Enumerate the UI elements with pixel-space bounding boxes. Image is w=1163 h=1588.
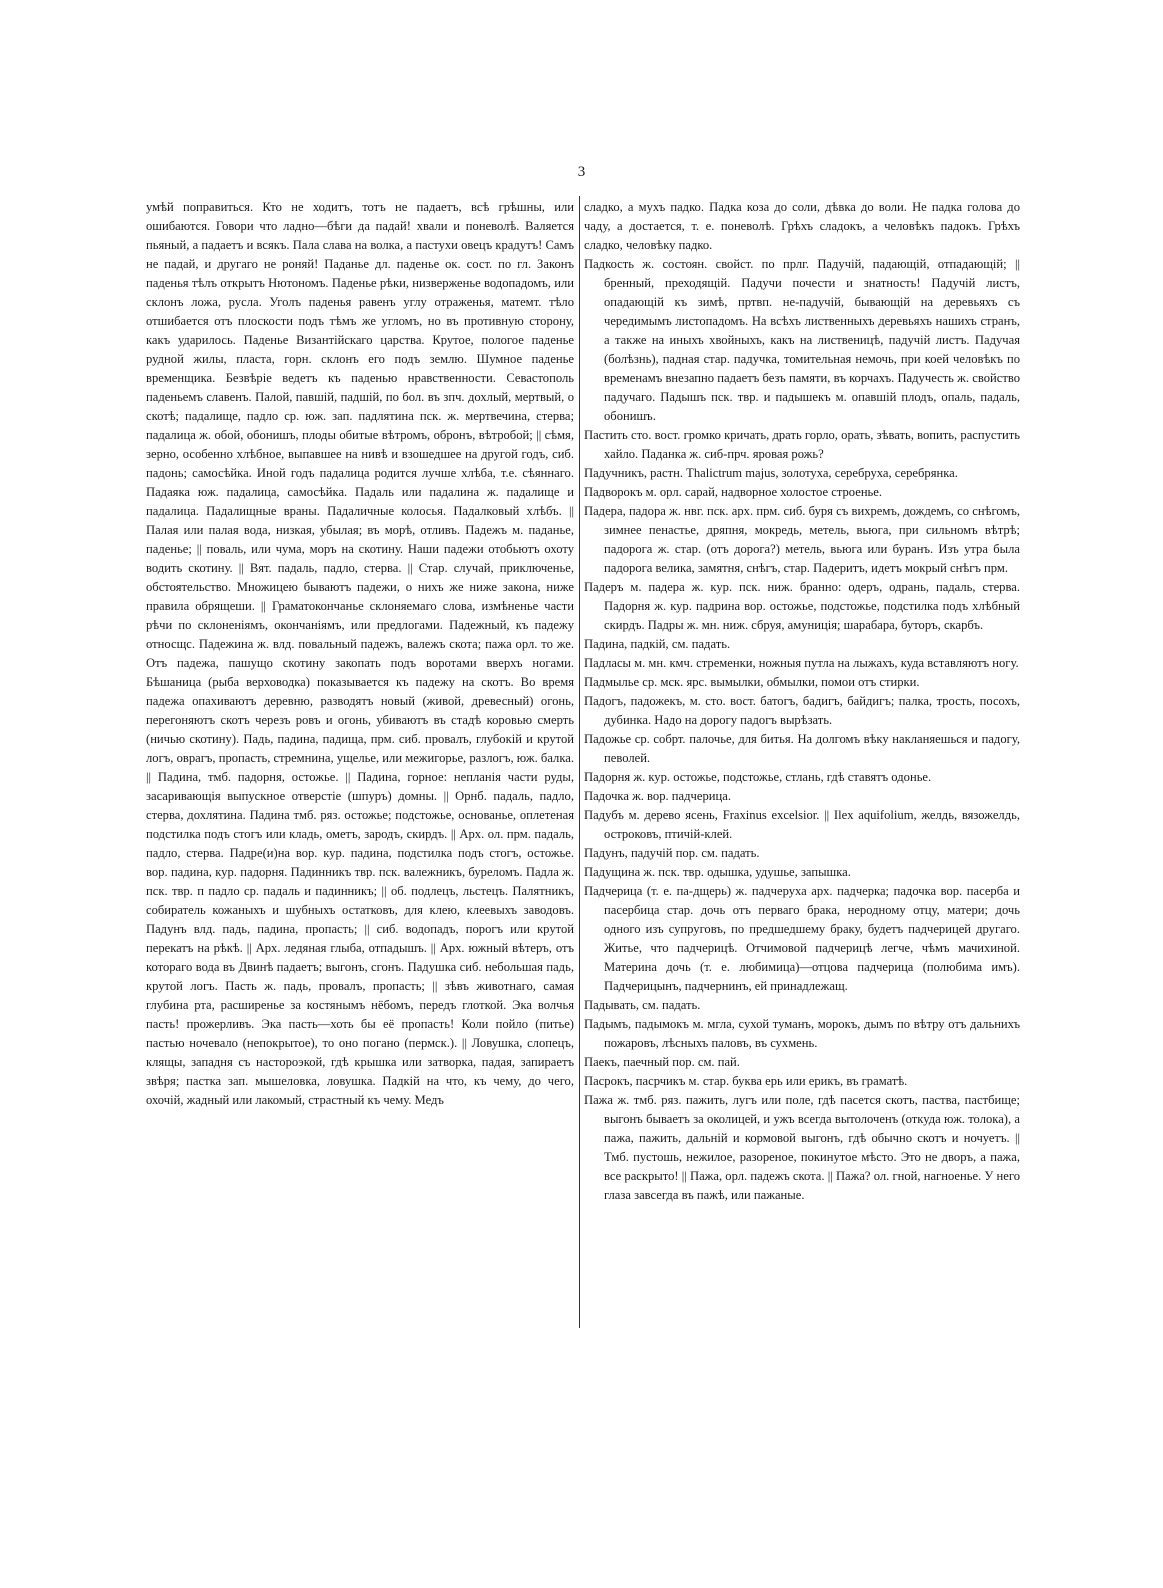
dictionary-entry: Пасрокъ, пасрчикъ м. стар. буква ерь или ерикъ, въ граматѣ. bbox=[584, 1074, 908, 1088]
dictionary-entry: Падочка ж. вор. падчерица. bbox=[584, 789, 731, 803]
column-divider bbox=[579, 196, 580, 1328]
dictionary-entry: сладко, а мухъ падко. Падка коза до соли, дѣвка до воли. Не падка голова до чаду, а достается, т. е. поневолѣ. Грѣхъ сладокъ, а человѣкъ падокъ. Грѣхъ сладко, человѣку падко. bbox=[584, 200, 1020, 252]
page-number: 3 bbox=[577, 164, 586, 180]
dictionary-entry: Пастить сто. вост. громко кричать, драть горло, орать, зѣвать, вопить, распустить хайло. Паданка ж. сиб-прч. яровая рожь? bbox=[584, 428, 1020, 461]
dictionary-entry: Падкость ж. состоян. свойст. по прлг. Падучій, падающій, отпадающій; || бренный, преходящій. Падучи почести и знатность! Падучій листъ, опадающій къ зимѣ, пртвп. не-падучій, бывающій на деревьяхъ съ чередимымъ листопадомъ. На всѣхъ лиственныхъ деревьяхъ нашихъ странъ, а также на иныхъ хвойныхъ, какъ на лиственицѣ, падучій листъ. Падучая (болѣзнь), падная стар. падучка, томительная немочь, при коей человѣкъ по временамъ внезапно падаетъ безъ памяти, въ корчахъ. Падучесть ж. свойство падучаго. Падышъ пск. твр. и падышекъ м. опавшій плодъ, опаль, падаль, обонишъ. bbox=[584, 257, 1020, 423]
dictionary-entry: Падеръ м. падера ж. кур. пск. ниж. бранно: одеръ, одрань, падаль, стерва. Падорня ж. кур. падрина вор. остожье, подстожье, подстилка подъ хлѣбный скирдъ. Падры ж. мн. ниж. сбруя, амуниція; шарабара, буторъ, скарбъ. bbox=[584, 580, 1020, 632]
dictionary-entry: Падунъ, падучій пор. см. падать. bbox=[584, 846, 760, 860]
dictionary-entry: Падывать, см. падать. bbox=[584, 998, 701, 1012]
dictionary-entry: Падогъ, падожекъ, м. сто. вост. батогъ, бадигъ, байдигъ; палка, трость, посохъ, дубинка. Надо на дорогу падогъ вырѣзать. bbox=[584, 694, 1020, 727]
dictionary-entry: Падымъ, падымокъ м. мгла, сухой туманъ, морокъ, дымъ по вѣтру отъ дальнихъ пожаровъ, лѣсныхъ паловъ, въ сухмень. bbox=[584, 1017, 1020, 1050]
right-column bbox=[584, 198, 1020, 1205]
dictionary-entry: Падворокъ м. орл. сарай, надворное холостое строенье. bbox=[584, 485, 883, 499]
dictionary-entry: Падина, падкій, см. падать. bbox=[584, 637, 731, 651]
dictionary-entry: Падубъ м. дерево ясень, Fraxinus excelsior. || Ilex aquifolium, желдь, вязожелдь, остроковъ, птичій-клей. bbox=[584, 808, 1020, 841]
dictionary-entry: Падчерица (т. е. па-дщерь) ж. падчеруха арх. падчерка; падочка вор. пасерба и пасербица стар. дочь отъ перваго брака, неродному отцу, матери; дочь одного изъ супруговъ, по предшедшему браку, будетъ падчерицей другаго. Житье, что падчерицѣ. Отчимовой падчерицѣ легче, чѣмъ мачихиной. Материна дочь (т. е. любимица)—отцова падчерица (полюбима имъ). Падчерицынъ, падчернинъ, ей принадлежащ. bbox=[584, 884, 1020, 993]
dictionary-entry: Падласы м. мн. кмч. стременки, ножныя путла на лыжахъ, куда вставляютъ ногу. bbox=[584, 656, 1019, 670]
dictionary-entry: Падущина ж. пск. твр. одышка, удушье, запышка. bbox=[584, 865, 851, 879]
dictionary-entry: умѣй поправиться. Кто не ходитъ, тотъ не падаетъ, всѣ грѣшны, или ошибаются. Говори что ладно—бѣги да падай! хвали и поневолѣ. Валяется пьяный, а падаетъ и всякъ. Пала слава на волка, а пастухи овецъ крадутъ! Самъ не падай, и другаго не роняй! Паданье дл. паденье ок. сост. по гл. Законъ паденья тѣлъ открытъ Нютономъ. Паденье рѣки, низверженье водопадомъ, или склонъ ложа, русла. Уголъ паденья равенъ углу отраженья, матемт. тѣло отшибается отъ плоскости подъ тѣмъ же угломъ, но въ противную сторону, какъ ударилось. Паденье Византійскаго царства. Крутое, пологое паденье рудной жилы, пласта, горн. склонъ его подъ землю. Шумное паденье временщика. Безвѣріе ведетъ къ паденью нравственности. Севастополь паденьемъ славенъ. Палой, павшій, падшій, по бол. въ зпч. дохлый, мертвый, о скотѣ; падалище, падло ср. юж. зап. падлятина пск. ж. мертвечина, стерва; падалица ж. обой, обонишъ, плоды обитые вѣтромъ, обронъ, вѣтробой; || сѣмя, зерно, особенно хлѣбное, выпавшее на нивѣ и взошедшее на другой годъ, сиб. падонь; самосѣйка. Иной годъ падалица родится лучше хлѣба, т.е. сѣяннаго. Падаяка юж. падалица, самосѣйка. Падаль или падалина ж. падалище и падалица. Падалищные враны. Падаличные колосья. Падалковый хлѣбъ. || Палая или палая вода, низкая, убылая; въ морѣ, отливъ. Падежъ м. паданье, паденье; || поваль, или чума, моръ на скотину. Наши падежи отобьютъ охоту водить скотину. || Вят. падаль, падло, стерва. || Стар. случай, приключенье, обстоятельство. Множицею бываютъ падежи, о нихъ же ниже закона, ниже правила обрящеши. || Граматокончанье склоняемаго слова, измѣненье части рѣчи по склоненіямъ, окончаніямъ, или предлогами. Падежный, къ падежу относщс. Падежина ж. влд. повальный падежъ, валежъ скота; пажа орл. то же. Отъ падежа, пашущо скотину закопать подъ воротами вверхъ ногами. Бѣшаница (рыба верховодка) показывается къ падежу на скотъ. Во время падежа опахиваютъ деревню, разводятъ новый (живой, древесный) огонь, перегоняютъ скотъ черезъ ровъ и огонь, убиваютъ въ стадѣ коровью смерть (ничью скотину). Падь, падина, падища, прм. сиб. провалъ, глубокій и крутой логъ, оврагъ, пропасть, стремнина, ущелье, или межигорье, разлогъ, юж. балка. || Падина, тмб. падорня, остожье. || Падина, горное: непланія части руды, засаривающія выпускное отверстіе (шпуръ) домны. || Орнб. падаль, падло, стерва, дохлятина. Падина тмб. ряз. остожье; подстожье, основанье, оплетеная подстилка подъ стогъ или кладь, ометъ, зародъ, скирдъ. || Арх. ол. прм. падаль, падло, стерва. Падре(и)на вор. кур. падина, подстилка подъ стогъ, остожье. вор. падина, кур. падорня. Падинникъ твр. пск. валежникъ, буреломъ. Падла ж. пск. твр. п падло ср. падаль и падинникъ; || об. подлецъ, льстецъ. Палятникъ, собиратель кожаныхъ и шубныхъ остатковъ, для клею, клеевыхъ заводовъ. Падунъ влд. падь, падина, пропасть; || сиб. водопадъ, порогъ или крутой перекатъ на рѣкѣ. || Арх. ледяная глыба, отпадышъ. || Арх. южный вѣтеръ, отъ котораго вода въ Двинѣ падаетъ; выгонъ, сгонъ. Падушка сиб. небольшая падь, крутой логъ. Пасть ж. падь, провалъ, пропасть; || зѣвъ животнаго, самая глубина рта, расширенье за костянымъ нёбомъ, передъ глоткой. Эка волчья пасть! прожерливъ. Эка пасть—хоть бы её пропасть! Коли пойло (питье) пастью ночевало (непокрытое), то оно погано (пермск.). || Ловушка, слопецъ, клящы, западня съ настороэкой, гдѣ крышка или затворка, падая, запираетъ звѣря; пастка зап. мышеловка, ловушка. Падкій на что, къ чему, до чего, охочій, жадный или лакомый, страстный къ чему. Медъ bbox=[146, 200, 574, 1107]
dictionary-entry: Паекъ, паечный пор. см. пай. bbox=[584, 1055, 740, 1069]
dictionary-entry: Пажа ж. тмб. ряз. пажить, лугъ или поле, гдѣ пасется скотъ, паства, пастбище; выгонъ бываетъ за околицей, и ужъ всегда вытолоченъ (откуда юж. толока), а пажа, пажить, дальній и кормовой выгонъ, гдѣ обычно скотъ и ночуетъ. || Тмб. пустошь, нежилое, разореное, покинутое мѣсто. Это не дворъ, а пажа, все раскрыто! || Пажа, орл. падежъ скота. || Пажа? ол. гной, нагноенье. У него глаза завсегда въ пажѣ, или пажаные. bbox=[584, 1093, 1020, 1202]
dictionary-entry: Падера, падора ж. нвг. пск. арх. прм. сиб. буря съ вихремъ, дождемъ, со снѣгомъ, зимнее пенастье, дряпня, мокредь, метель, вьюга, при сильномъ вѣтрѣ; падорога ж. стар. (отъ дорога?) метель, вьюга или буранъ. Изъ утра была падорога велика, замятня, снѣгъ, стар. Падеритъ, идетъ мокрый снѣгъ прм. bbox=[584, 504, 1020, 575]
dictionary-entry: Падучникъ, растн. Thalictrum majus, золотуха, серебруха, серебрянка. bbox=[584, 466, 958, 480]
dictionary-entry: Падмылье ср. мск. ярс. вымылки, обмылки, помои отъ стирки. bbox=[584, 675, 920, 689]
dictionary-entry: Падорня ж. кур. остожье, подстожье, стлань, гдѣ ставятъ одонье. bbox=[584, 770, 932, 784]
left-column bbox=[146, 198, 574, 1110]
dictionary-entry: Падожье ср. собрт. палочье, для битья. На долгомъ вѣку накланяешься и падогу, певолей. bbox=[584, 732, 1020, 765]
